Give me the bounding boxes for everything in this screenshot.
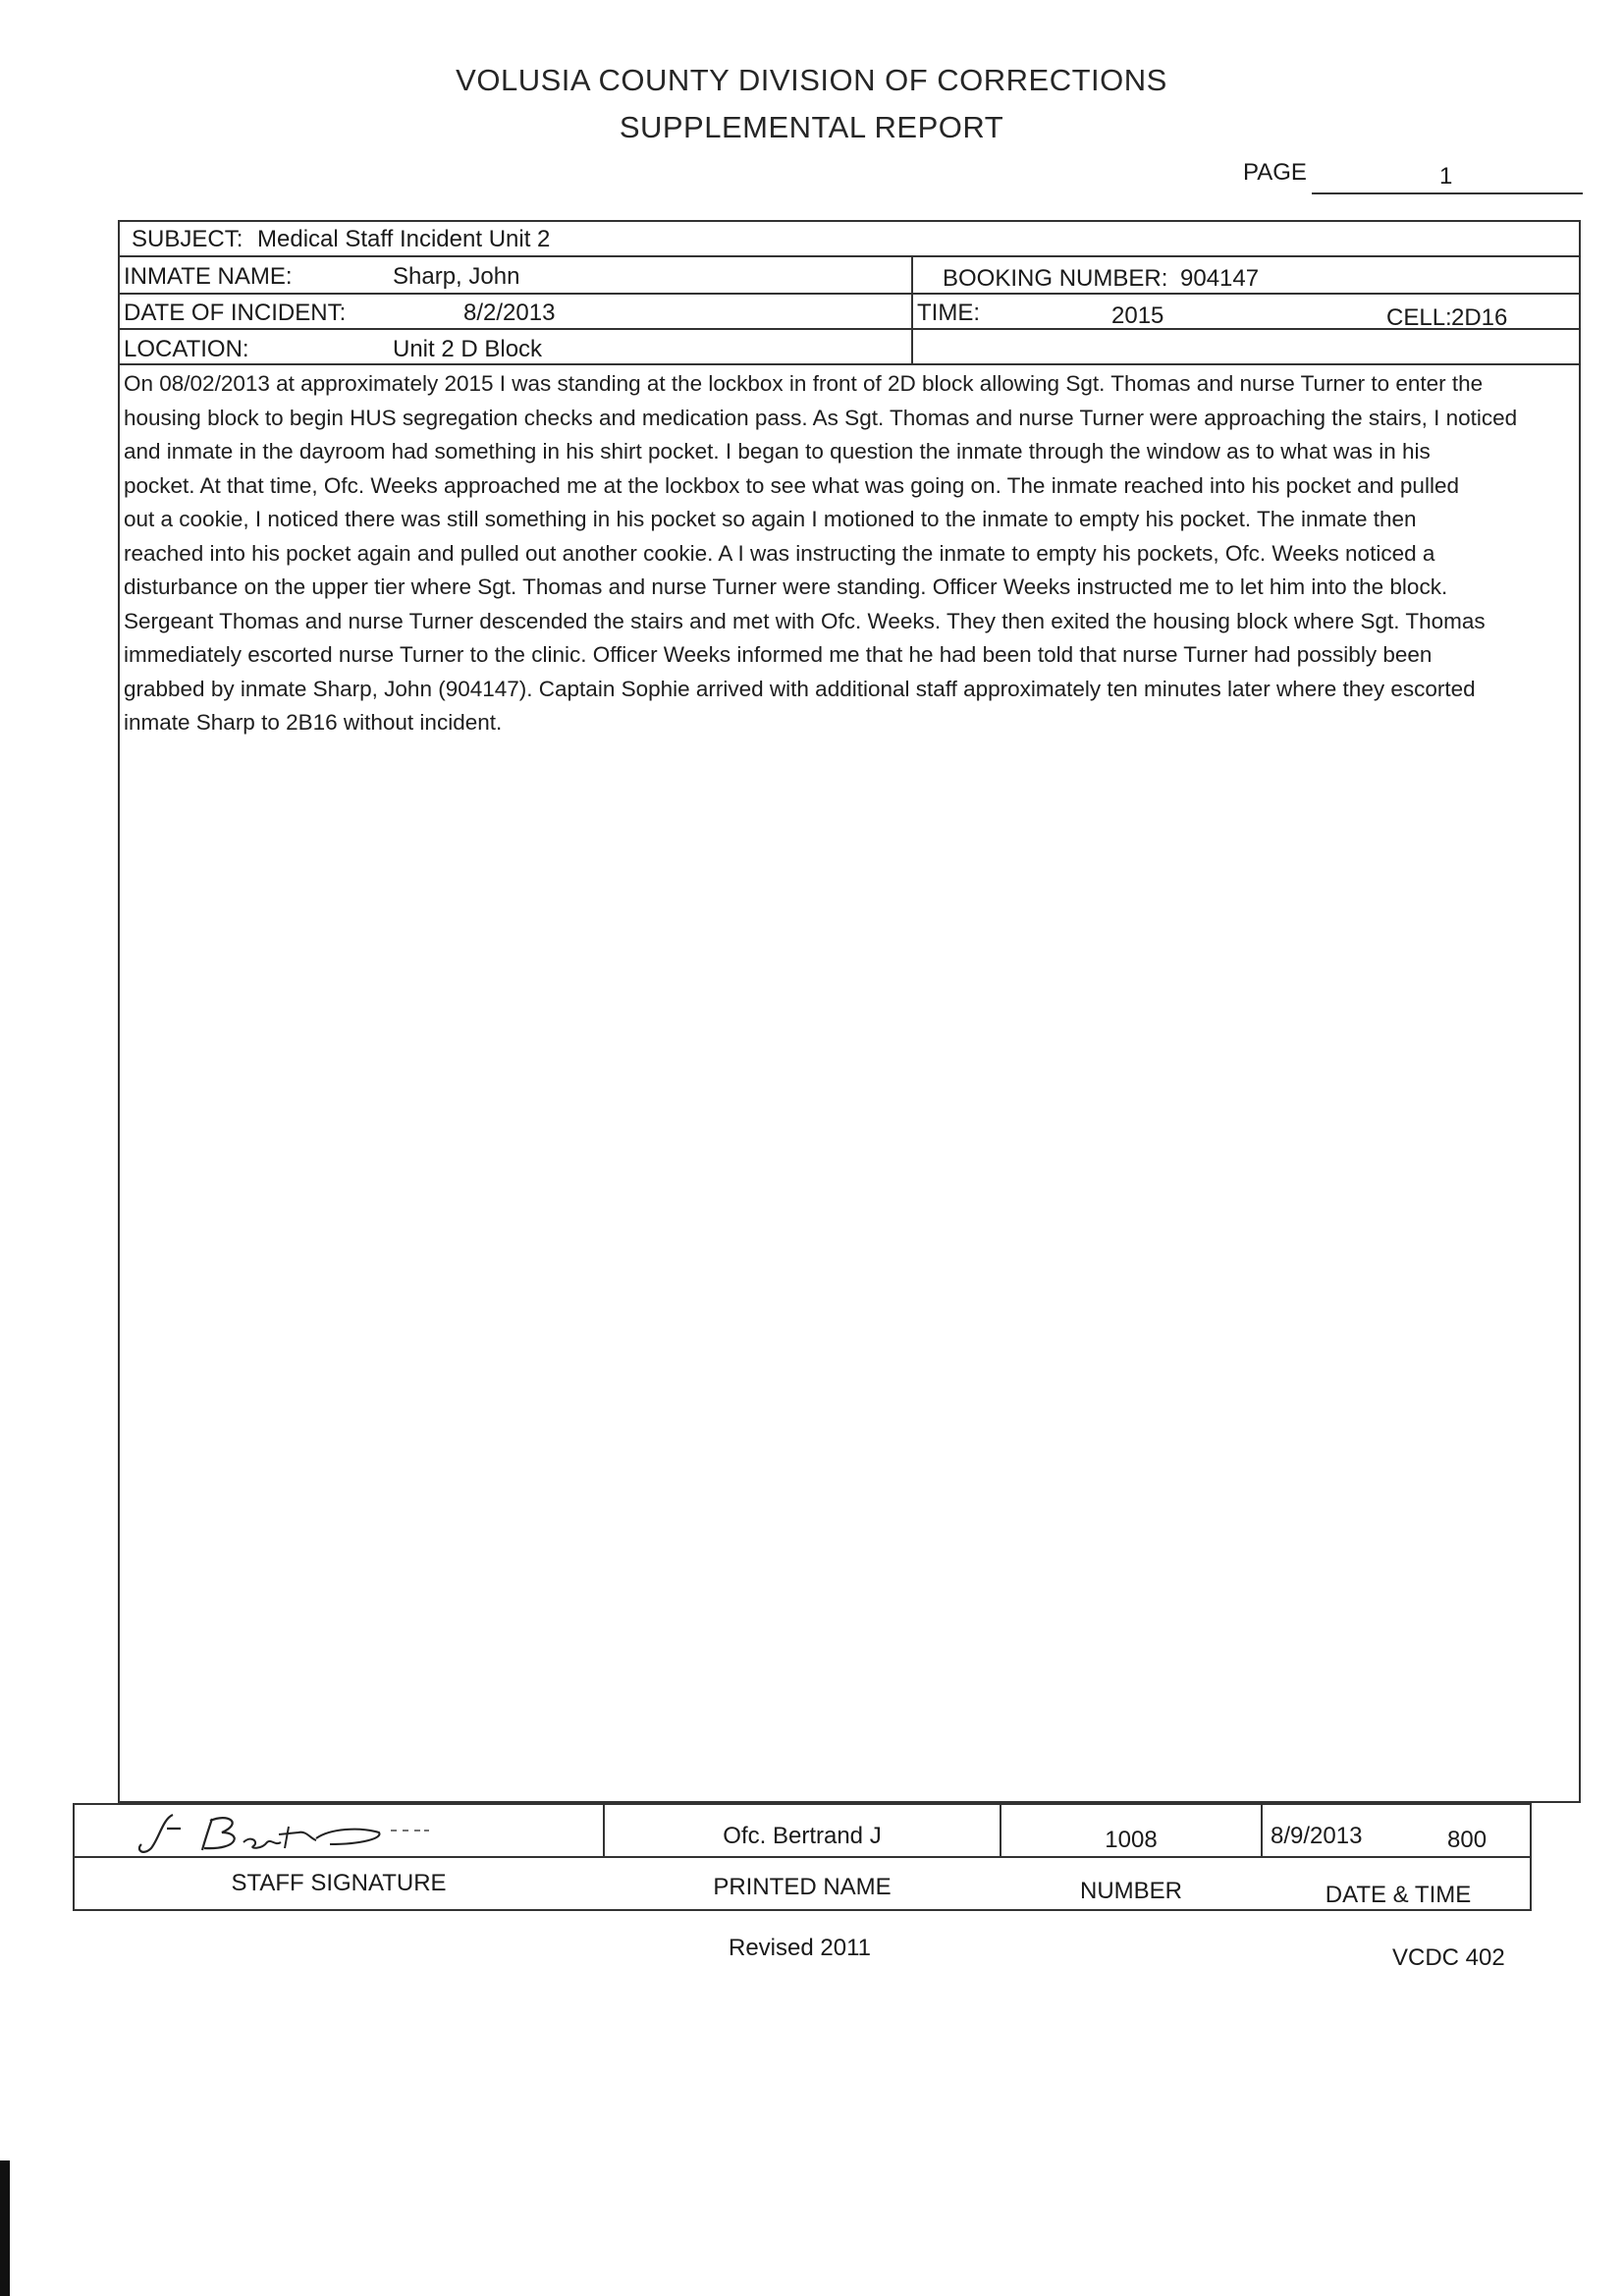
printed-name-value: Ofc. Bertrand J xyxy=(723,1823,882,1849)
cell-label: CELL: xyxy=(1386,304,1452,331)
form-code: VCDC 402 xyxy=(1392,1944,1505,1971)
narrative-line: inmate Sharp to 2B16 without incident. xyxy=(124,710,503,735)
booking-number-label: BOOKING NUMBER: xyxy=(943,265,1168,292)
officer-number-value: 1008 xyxy=(1105,1827,1158,1853)
time-label: TIME: xyxy=(917,300,980,326)
narrative-line: immediately escorted nurse Turner to the clinic. Officer Weeks informed me that he had been told that nurse Turner had possibly been xyxy=(124,642,1433,667)
booking-number-value: 904147 xyxy=(1180,265,1260,292)
report-subtitle: SUPPLEMENTAL REPORT xyxy=(619,110,1004,144)
date-time-label: DATE & TIME xyxy=(1325,1882,1472,1908)
report-title: VOLUSIA COUNTY DIVISION OF CORRECTIONS xyxy=(456,63,1167,97)
page-label: PAGE xyxy=(1243,159,1307,186)
signature-block xyxy=(73,1803,1532,1911)
page-number: 1 xyxy=(1439,163,1453,190)
date-value: 8/2/2013 xyxy=(463,300,556,326)
scan-edge-mark xyxy=(0,2160,10,2296)
location-row xyxy=(120,330,1579,365)
inmate-name-value: Sharp, John xyxy=(393,263,520,290)
inmate-row xyxy=(120,257,1579,295)
narrative-line: pocket. At that time, Ofc. Weeks approached me at the lockbox to see what was going on. The inmate reached into his pocket and pulled xyxy=(124,472,1459,498)
date-label: DATE OF INCIDENT: xyxy=(124,300,347,326)
report-form xyxy=(118,220,1581,1803)
subject-label: SUBJECT: xyxy=(132,226,243,252)
page-number-line xyxy=(1312,192,1583,194)
staff-signature-label: STAFF SIGNATURE xyxy=(231,1870,447,1896)
cell-value: 2D16 xyxy=(1451,304,1508,331)
date-row xyxy=(120,295,1579,330)
date-row-divider xyxy=(911,295,913,328)
inmate-name-label: INMATE NAME: xyxy=(124,263,293,290)
printed-name-label: PRINTED NAME xyxy=(713,1874,892,1900)
narrative-line: grabbed by inmate Sharp, John (904147). Captain Sophie arrived with additional staff approximately ten minutes later where they escorted xyxy=(124,676,1476,701)
inmate-row-divider xyxy=(911,257,913,293)
narrative-line: disturbance on the upper tier where Sgt. Thomas and nurse Turner were standing. Officer Weeks instructed me to let him into the block. xyxy=(124,574,1448,599)
narrative-line: reached into his pocket again and pulled out another cookie. A I was instructing the inmate to empty his pockets, Ofc. Weeks noticed a xyxy=(124,540,1435,566)
signature-divider-3 xyxy=(1261,1803,1263,1856)
incident-narrative xyxy=(124,367,1575,740)
narrative-line: On 08/02/2013 at approximately 2015 I was standing at the lockbox in front of 2D block allowing Sgt. Thomas and nurse Turner to enter the xyxy=(124,371,1484,396)
narrative-line: housing block to begin HUS segregation checks and medication pass. As Sgt. Thomas and nurse Turner were approaching the stairs, I noticed xyxy=(124,405,1518,430)
signature-time-value: 800 xyxy=(1447,1827,1488,1853)
staff-signature-image xyxy=(134,1809,507,1858)
narrative-line: and inmate in the dayroom had something in his shirt pocket. I began to question the inmate through the window as to what was in his xyxy=(124,439,1431,464)
subject-value: Medical Staff Incident Unit 2 xyxy=(257,226,551,252)
location-row-divider xyxy=(911,330,913,363)
revision-note: Revised 2011 xyxy=(729,1935,871,1961)
narrative-line: out a cookie, I noticed there was still something in his pocket so again I motioned to the inmate to empty his pocket. The inmate then xyxy=(124,507,1417,531)
location-label: LOCATION: xyxy=(124,336,249,362)
number-label: NUMBER xyxy=(1079,1878,1182,1904)
narrative-line: Sergeant Thomas and nurse Turner descended the stairs and met with Ofc. Weeks. They then exited the housing block where Sgt. Thomas xyxy=(124,608,1486,633)
subject-row xyxy=(120,222,1579,257)
location-value: Unit 2 D Block xyxy=(393,336,543,362)
signature-date-value: 8/9/2013 xyxy=(1271,1823,1363,1849)
time-value: 2015 xyxy=(1111,302,1164,329)
